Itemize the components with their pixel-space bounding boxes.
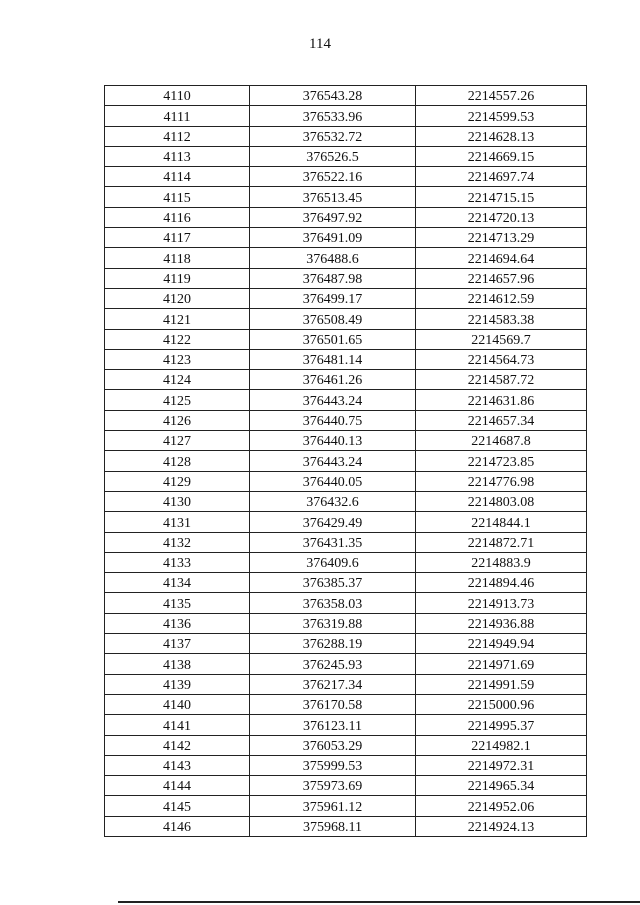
point-number-cell: 4112	[105, 126, 250, 146]
table-row	[105, 735, 587, 755]
x-coordinate-cell: 376217.34	[250, 674, 416, 694]
x-coordinate-cell: 376385.37	[250, 573, 416, 593]
y-coordinate-cell: 2214776.98	[416, 471, 587, 491]
table-row	[105, 634, 587, 654]
y-coordinate-cell: 2214657.96	[416, 268, 587, 288]
point-number-cell: 4140	[105, 694, 250, 714]
table-row	[105, 491, 587, 511]
point-number-cell: 4135	[105, 593, 250, 613]
x-coordinate-cell: 376522.16	[250, 167, 416, 187]
table-row	[105, 512, 587, 532]
x-coordinate-cell: 375973.69	[250, 776, 416, 796]
x-coordinate-cell: 376123.11	[250, 715, 416, 735]
point-number-cell: 4145	[105, 796, 250, 816]
table-row	[105, 268, 587, 288]
point-number-cell: 4119	[105, 268, 250, 288]
x-coordinate-cell: 376432.6	[250, 491, 416, 511]
y-coordinate-cell: 2214669.15	[416, 146, 587, 166]
y-coordinate-cell: 2214723.85	[416, 451, 587, 471]
x-coordinate-cell: 376319.88	[250, 613, 416, 633]
y-coordinate-cell: 2214569.7	[416, 329, 587, 349]
coordinates-table-body	[105, 86, 587, 837]
point-number-cell: 4116	[105, 207, 250, 227]
y-coordinate-cell: 2214697.74	[416, 167, 587, 187]
x-coordinate-cell: 376443.24	[250, 451, 416, 471]
table-row	[105, 755, 587, 775]
table-row	[105, 776, 587, 796]
x-coordinate-cell: 376513.45	[250, 187, 416, 207]
table-row	[105, 288, 587, 308]
y-coordinate-cell: 2214628.13	[416, 126, 587, 146]
table-row	[105, 309, 587, 329]
x-coordinate-cell: 376429.49	[250, 512, 416, 532]
point-number-cell: 4139	[105, 674, 250, 694]
y-coordinate-cell: 2214883.9	[416, 552, 587, 572]
point-number-cell: 4132	[105, 532, 250, 552]
table-row	[105, 228, 587, 248]
x-coordinate-cell: 376501.65	[250, 329, 416, 349]
y-coordinate-cell: 2214715.15	[416, 187, 587, 207]
y-coordinate-cell: 2214971.69	[416, 654, 587, 674]
table-row	[105, 471, 587, 491]
x-coordinate-cell: 376409.6	[250, 552, 416, 572]
x-coordinate-cell: 376488.6	[250, 248, 416, 268]
point-number-cell: 4137	[105, 634, 250, 654]
table-row	[105, 207, 587, 227]
x-coordinate-cell: 376431.35	[250, 532, 416, 552]
y-coordinate-cell: 2214936.88	[416, 613, 587, 633]
y-coordinate-cell: 2214564.73	[416, 349, 587, 369]
y-coordinate-cell: 2214982.1	[416, 735, 587, 755]
point-number-cell: 4127	[105, 431, 250, 451]
x-coordinate-cell: 376533.96	[250, 106, 416, 126]
table-row	[105, 86, 587, 106]
point-number-cell: 4123	[105, 349, 250, 369]
table-row	[105, 816, 587, 836]
x-coordinate-cell: 376499.17	[250, 288, 416, 308]
table-row	[105, 431, 587, 451]
x-coordinate-cell: 376461.26	[250, 370, 416, 390]
x-coordinate-cell: 375961.12	[250, 796, 416, 816]
x-coordinate-cell: 376170.58	[250, 694, 416, 714]
table-row	[105, 573, 587, 593]
point-number-cell: 4114	[105, 167, 250, 187]
x-coordinate-cell: 376245.93	[250, 654, 416, 674]
point-number-cell: 4141	[105, 715, 250, 735]
y-coordinate-cell: 2214913.73	[416, 593, 587, 613]
y-coordinate-cell: 2215000.96	[416, 694, 587, 714]
point-number-cell: 4125	[105, 390, 250, 410]
table-row	[105, 390, 587, 410]
y-coordinate-cell: 2214694.64	[416, 248, 587, 268]
point-number-cell: 4146	[105, 816, 250, 836]
table-row	[105, 613, 587, 633]
point-number-cell: 4133	[105, 552, 250, 572]
table-row	[105, 329, 587, 349]
table-row	[105, 796, 587, 816]
point-number-cell: 4117	[105, 228, 250, 248]
table-row	[105, 167, 587, 187]
point-number-cell: 4131	[105, 512, 250, 532]
y-coordinate-cell: 2214657.34	[416, 410, 587, 430]
point-number-cell: 4128	[105, 451, 250, 471]
x-coordinate-cell: 376440.05	[250, 471, 416, 491]
y-coordinate-cell: 2214557.26	[416, 86, 587, 106]
x-coordinate-cell: 376053.29	[250, 735, 416, 755]
table-row	[105, 248, 587, 268]
y-coordinate-cell: 2214872.71	[416, 532, 587, 552]
x-coordinate-cell: 376440.75	[250, 410, 416, 430]
point-number-cell: 4122	[105, 329, 250, 349]
table-row	[105, 146, 587, 166]
point-number-cell: 4118	[105, 248, 250, 268]
point-number-cell: 4111	[105, 106, 250, 126]
point-number-cell: 4124	[105, 370, 250, 390]
point-number-cell: 4138	[105, 654, 250, 674]
point-number-cell: 4129	[105, 471, 250, 491]
table-row	[105, 593, 587, 613]
table-row	[105, 674, 587, 694]
y-coordinate-cell: 2214894.46	[416, 573, 587, 593]
table-row	[105, 694, 587, 714]
y-coordinate-cell: 2214991.59	[416, 674, 587, 694]
y-coordinate-cell: 2214949.94	[416, 634, 587, 654]
page-number: 114	[309, 36, 331, 52]
x-coordinate-cell: 376288.19	[250, 634, 416, 654]
x-coordinate-cell: 376508.49	[250, 309, 416, 329]
point-number-cell: 4142	[105, 735, 250, 755]
y-coordinate-cell: 2214612.59	[416, 288, 587, 308]
y-coordinate-cell: 2214924.13	[416, 816, 587, 836]
y-coordinate-cell: 2214720.13	[416, 207, 587, 227]
y-coordinate-cell: 2214803.08	[416, 491, 587, 511]
x-coordinate-cell: 376543.28	[250, 86, 416, 106]
y-coordinate-cell: 2214599.53	[416, 106, 587, 126]
x-coordinate-cell: 376497.92	[250, 207, 416, 227]
table-row	[105, 106, 587, 126]
y-coordinate-cell: 2214631.86	[416, 390, 587, 410]
point-number-cell: 4113	[105, 146, 250, 166]
y-coordinate-cell: 2214995.37	[416, 715, 587, 735]
x-coordinate-cell: 376481.14	[250, 349, 416, 369]
x-coordinate-cell: 376440.13	[250, 431, 416, 451]
table-row	[105, 349, 587, 369]
point-number-cell: 4144	[105, 776, 250, 796]
y-coordinate-cell: 2214972.31	[416, 755, 587, 775]
table-row	[105, 370, 587, 390]
x-coordinate-cell: 376491.09	[250, 228, 416, 248]
x-coordinate-cell: 376443.24	[250, 390, 416, 410]
y-coordinate-cell: 2214713.29	[416, 228, 587, 248]
y-coordinate-cell: 2214687.8	[416, 431, 587, 451]
x-coordinate-cell: 376358.03	[250, 593, 416, 613]
x-coordinate-cell: 376526.5	[250, 146, 416, 166]
point-number-cell: 4121	[105, 309, 250, 329]
x-coordinate-cell: 375968.11	[250, 816, 416, 836]
y-coordinate-cell: 2214587.72	[416, 370, 587, 390]
point-number-cell: 4110	[105, 86, 250, 106]
x-coordinate-cell: 375999.53	[250, 755, 416, 775]
point-number-cell: 4143	[105, 755, 250, 775]
coordinates-table	[104, 85, 587, 837]
x-coordinate-cell: 376532.72	[250, 126, 416, 146]
x-coordinate-cell: 376487.98	[250, 268, 416, 288]
y-coordinate-cell: 2214844.1	[416, 512, 587, 532]
y-coordinate-cell: 2214583.38	[416, 309, 587, 329]
table-row	[105, 126, 587, 146]
table-row	[105, 532, 587, 552]
table-row	[105, 451, 587, 471]
table-row	[105, 410, 587, 430]
table-row	[105, 552, 587, 572]
point-number-cell: 4136	[105, 613, 250, 633]
bottom-rule	[118, 901, 640, 903]
table-row	[105, 187, 587, 207]
y-coordinate-cell: 2214965.34	[416, 776, 587, 796]
table-row	[105, 654, 587, 674]
point-number-cell: 4126	[105, 410, 250, 430]
point-number-cell: 4134	[105, 573, 250, 593]
point-number-cell: 4120	[105, 288, 250, 308]
point-number-cell: 4130	[105, 491, 250, 511]
y-coordinate-cell: 2214952.06	[416, 796, 587, 816]
table-row	[105, 715, 587, 735]
point-number-cell: 4115	[105, 187, 250, 207]
